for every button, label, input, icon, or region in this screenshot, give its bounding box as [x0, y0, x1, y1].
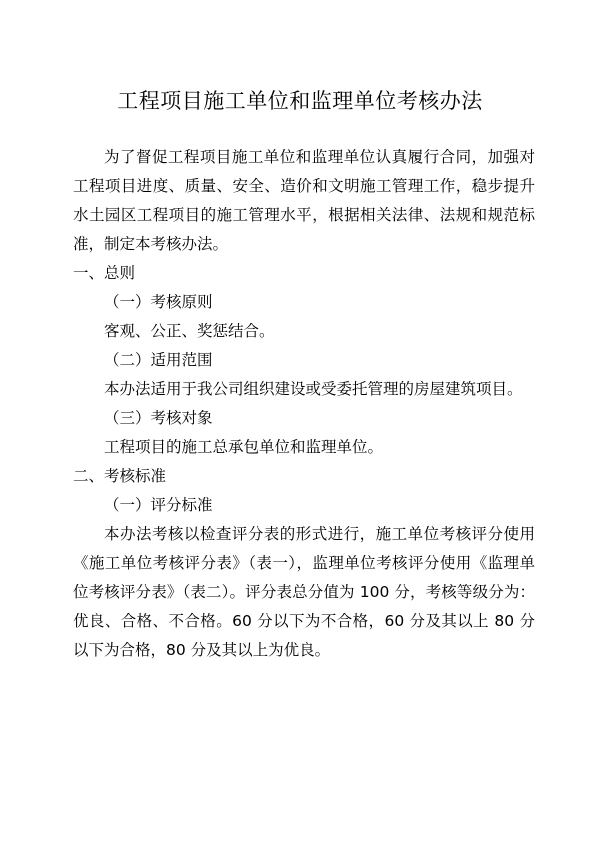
section-1-sub-2-text: 本办法适用于我公司组织建设或受委托管理的房屋建筑项目。 — [104, 380, 523, 398]
section-2-sub-1-heading: （一）评分标准 — [104, 496, 213, 514]
document-body — [73, 143, 535, 665]
section-1-sub-1-heading: （一）考核原则 — [104, 293, 213, 311]
section-2-heading: 二、考核标准 — [73, 467, 167, 485]
section-2-sub-1-text: 本办法考核以检查评分表的形式进行，施工单位考核评分使用《施工单位考核评分表》（表一），监理单位考核评分使用《监理单位考核评分表》（表二）。评分表总分值为 100 分，考核等级分为：优良、合格、不合格。60 分以下为不合格，60 分及其以上 80 分以下为合格，80 分及其以上为优良。 — [73, 525, 535, 659]
section-1-sub-1-text: 客观、公正、奖惩结合。 — [104, 322, 275, 340]
section-1-sub-3-heading: （三）考核对象 — [104, 409, 213, 427]
section-1-sub-2-heading: （二）适用范围 — [104, 351, 213, 369]
document-title: 工程项目施工单位和监理单位考核办法 — [117, 89, 483, 113]
section-1-sub-3-text: 工程项目的施工总承包单位和监理单位。 — [104, 438, 384, 456]
section-1-heading: 一、总则 — [73, 264, 136, 282]
intro-paragraph: 为了督促工程项目施工单位和监理单位认真履行合同，加强对工程项目进度、质量、安全、造价和文明施工管理工作，稳步提升水土园区工程项目的施工管理水平，根据相关法律、法规和规范标准，制定本考核办法。 — [73, 148, 535, 253]
